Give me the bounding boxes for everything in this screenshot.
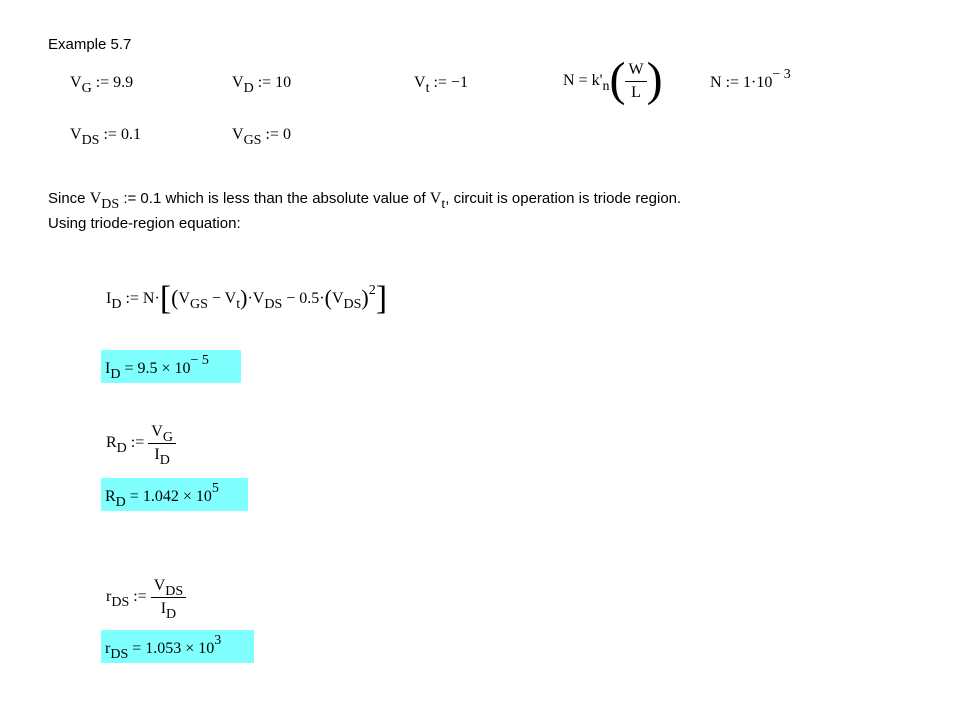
- rds-fraction: $\frac{V_{DS}}{I_D}$: [151, 576, 186, 619]
- vt-definition: $V_t$ := −1: [414, 74, 468, 96]
- rd-result: $R_D = 1.042 \times 10^5$: [101, 478, 248, 511]
- n-definition: $N = k'_n$( $\frac{W}{L}$ ): [563, 53, 663, 107]
- id-result: $I_D = 9.5 \times 10^{- 5}$: [101, 350, 241, 383]
- explanation-line-2: Using triode-region equation:: [48, 215, 241, 232]
- rds-equation: $r_{DS}$ := $\frac{V_{DS}}{I_D}$: [106, 576, 186, 619]
- vgs-definition: $V_{GS}$ := 0: [232, 126, 291, 148]
- explanation-line-1: Since $V_{DS}$ := 0.1 which is less than the absolute value of $V_t$, circuit is operation is triode region.: [48, 190, 682, 212]
- vd-definition: $V_D$ := 10: [232, 74, 292, 96]
- rds-result: $r_{DS} = 1.053 \times 10^3$: [101, 630, 254, 663]
- rd-fraction: $\frac{V_G}{I_D}$: [148, 422, 176, 465]
- vds-definition: $V_{DS}$ := 0.1: [70, 126, 141, 148]
- example-title: Example 5.7: [48, 36, 132, 53]
- w-over-l-fraction: $\frac{W}{L}$: [625, 60, 646, 103]
- n-value: N := $1\cdot 10^{- 3}$: [710, 67, 791, 91]
- rd-equation: $R_D$ := $\frac{V_G}{I_D}$: [106, 422, 176, 465]
- id-equation: $I_D$ := $N\cdot[(V_{GS} - V_t)\cdot V_{DS} - 0.5\cdot(V_{DS})^2]$: [106, 280, 388, 317]
- vg-definition: $V_G$ := 9.9: [70, 74, 134, 96]
